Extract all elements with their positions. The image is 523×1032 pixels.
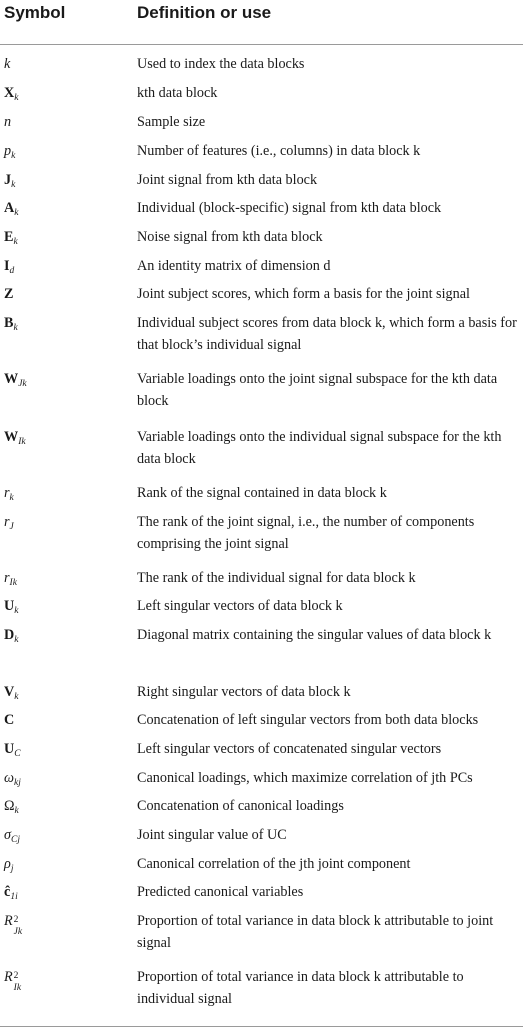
symbol-cell: $\omega_{kj}$ [4,770,21,788]
symbol-cell: $\rho_j$ [4,856,14,874]
symbol-cell: $ĉ_{1i}$ [4,884,18,902]
definition-cell: Diagonal matrix containing the singular values of data block k [137,627,492,643]
definition-cell: Variable loadings onto the joint signal subspace for the kth data block [137,371,498,409]
symbol-cell: $J_k$ [4,172,16,190]
symbol-cell: k [4,56,11,72]
definition-cell: Concatenation of canonical loadings [137,798,344,814]
definition-cell: Canonical loadings, which maximize correlation of jth PCs [137,770,473,786]
bottom-rule [0,1026,523,1027]
symbol-cell: $W_{Ik}$ [4,429,26,447]
symbol-cell: $r_k$ [4,485,14,503]
definition-cell: An identity matrix of dimension d [137,258,331,274]
definition-cell: Right singular vectors of data block k [137,684,351,700]
definition-cell: Joint singular value of UC [137,827,287,843]
definition-cell: Individual (block-specific) signal from kth data block [137,200,442,216]
symbol-cell: $r_{Ik}$ [4,570,17,588]
definition-cell: kth data block [137,85,218,101]
definition-cell: Left singular vectors of data block k [137,598,343,614]
definition-cell: Concatenation of left singular vectors from both data blocks [137,712,479,728]
symbol-cell: $U_k$ [4,598,19,616]
definition-cell: Joint subject scores, which form a basis for the joint signal [137,286,470,302]
definition-cell: Canonical correlation of the jth joint component [137,856,411,872]
definition-cell: Individual subject scores from data block k, which form a basis for that block’s individual signal [137,315,517,353]
definition-cell: The rank of the individual signal for data block k [137,570,416,586]
definition-cell: Predicted canonical variables [137,884,304,900]
symbol-cell: Z [4,286,14,302]
symbol-cell: $V_k$ [4,684,19,702]
symbol-cell: $\sigma_{Cj}$ [4,827,20,845]
definition-cell: Proportion of total variance in data block k attributable to individual signal [137,969,464,1007]
definition-cell: Rank of the signal contained in data block k [137,485,387,501]
symbol-cell: $\Omega_k$ [4,798,19,816]
definition-cell: Noise signal from kth data block [137,229,323,245]
symbol-cell: R 2 Jk [4,913,23,937]
symbol-cell: $E_k$ [4,229,18,247]
symbol-column-header: Symbol [4,3,66,22]
definition-cell: Variable loadings onto the individual signal subspace for the kth data block [137,429,502,467]
symbol-cell: $B_k$ [4,315,18,333]
symbol-cell: $p_k$ [4,143,16,161]
symbol-cell: $D_k$ [4,627,19,645]
definition-column-header: Definition or use [137,3,272,22]
symbol-cell: $A_k$ [4,200,19,218]
symbol-cell: $U_C$ [4,741,21,759]
table-header [0,0,523,45]
definition-cell: Proportion of total variance in data block k attributable to joint signal [137,913,494,951]
symbol-cell: $W_{Jk}$ [4,371,27,389]
symbol-cell: n [4,114,12,130]
definition-cell: Number of features (i.e., columns) in data block k [137,143,421,159]
definition-cell: Used to index the data blocks [137,56,305,72]
symbol-cell: R 2 Ik [4,969,22,993]
symbol-cell: C [4,712,15,728]
definition-cell: The rank of the joint signal, i.e., the number of components comprising the joint signal [137,514,475,552]
symbol-cell: $r_J$ [4,514,14,532]
definition-cell: Left singular vectors of concatenated singular vectors [137,741,442,757]
symbol-cell: $X_k$ [4,85,19,103]
symbol-cell: $I_d$ [4,258,15,276]
definition-cell: Joint signal from kth data block [137,172,318,188]
definition-cell: Sample size [137,114,206,130]
